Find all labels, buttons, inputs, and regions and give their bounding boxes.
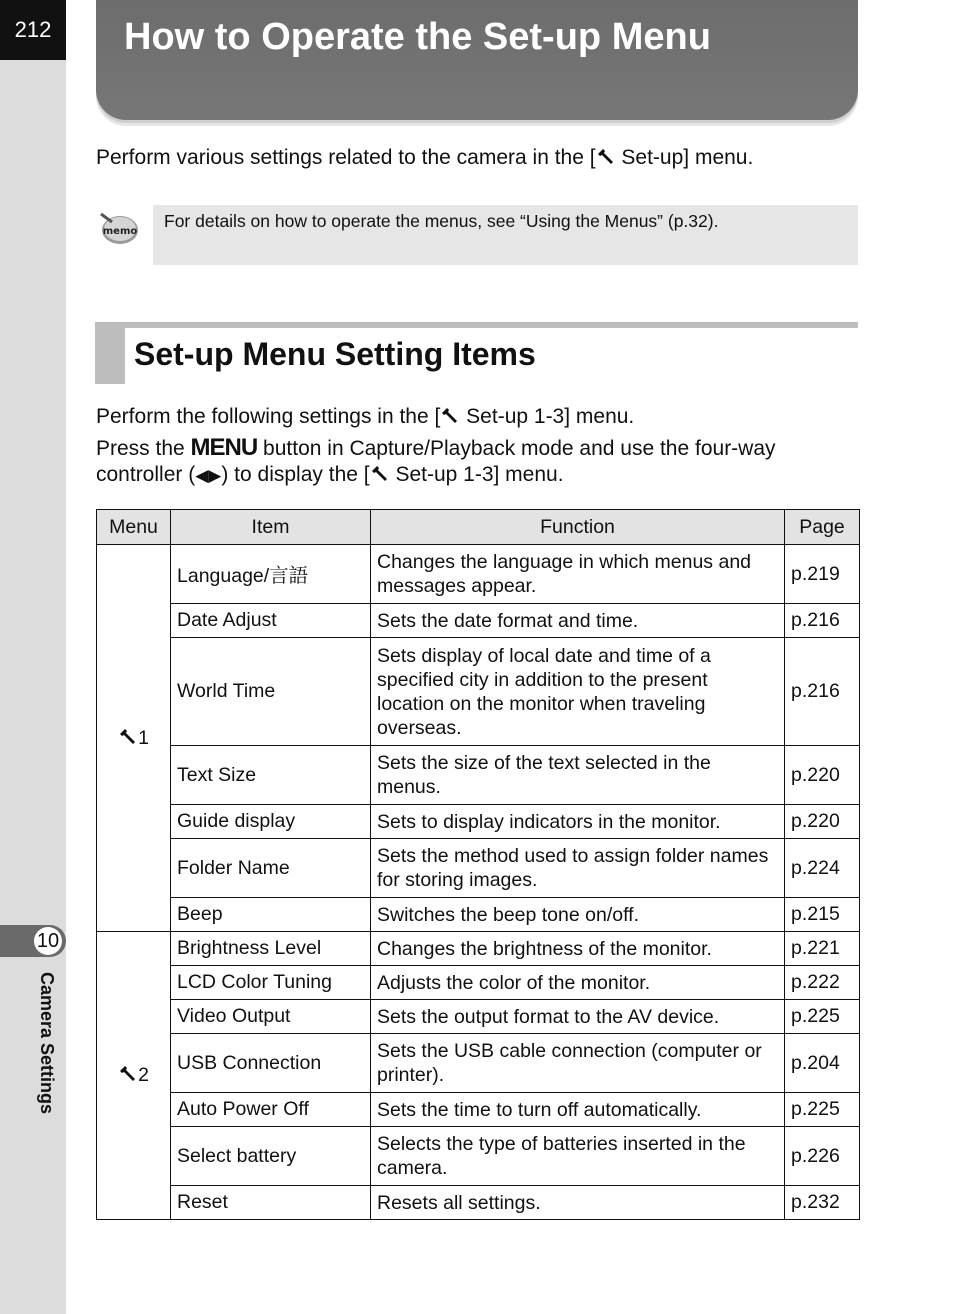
header-item: Item bbox=[171, 510, 371, 545]
page-cell: p.226 bbox=[785, 1127, 860, 1186]
table-row bbox=[97, 638, 860, 746]
wrench-icon bbox=[120, 729, 136, 745]
item-cell: Guide display bbox=[171, 805, 371, 839]
instruction-2-after: button in Capture/Playback mode and use the four-way bbox=[257, 437, 776, 460]
menu-group-cell bbox=[97, 932, 171, 1220]
page-cell: p.221 bbox=[785, 932, 860, 966]
memo-text: For details on how to operate the menus, see “Using the Menus” (p.32). bbox=[164, 211, 719, 231]
intro-paragraph bbox=[96, 146, 753, 170]
instruction-3-end: Set-up 1-3] menu. bbox=[389, 463, 564, 486]
page-number: 212 bbox=[0, 0, 66, 60]
menu-group-cell bbox=[97, 545, 171, 932]
page-title: How to Operate the Set-up Menu bbox=[124, 16, 711, 58]
header-function: Function bbox=[371, 510, 785, 545]
item-cell: Video Output bbox=[171, 1000, 371, 1034]
function-cell: Switches the beep tone on/off. bbox=[371, 898, 785, 932]
header-page: Page bbox=[785, 510, 860, 545]
page-cell: p.220 bbox=[785, 746, 860, 805]
instruction-1-after: Set-up 1-3] menu. bbox=[460, 405, 635, 428]
function-cell: Selects the type of batteries inserted in the camera. bbox=[371, 1127, 785, 1186]
function-cell: Changes the brightness of the monitor. bbox=[371, 932, 785, 966]
table-row bbox=[97, 839, 860, 898]
setup-items-table bbox=[96, 509, 860, 1220]
instruction-line-3 bbox=[96, 463, 564, 487]
wrench-icon bbox=[120, 1066, 136, 1082]
function-cell: Sets the output format to the AV device. bbox=[371, 1000, 785, 1034]
item-cell: USB Connection bbox=[171, 1034, 371, 1093]
page-cell: p.225 bbox=[785, 1093, 860, 1127]
side-strip bbox=[0, 0, 66, 1314]
item-cell: Auto Power Off bbox=[171, 1093, 371, 1127]
instruction-3-after: ) to display the [ bbox=[221, 463, 370, 486]
item-cell: Text Size bbox=[171, 746, 371, 805]
section-marker bbox=[95, 322, 125, 384]
four-way-arrows-icon: ◀▶ bbox=[195, 466, 222, 486]
page-cell: p.216 bbox=[785, 638, 860, 746]
function-cell: Resets all settings. bbox=[371, 1186, 785, 1220]
function-cell: Sets the USB cable connection (computer or printer). bbox=[371, 1034, 785, 1093]
function-cell: Sets the date format and time. bbox=[371, 604, 785, 638]
menu-button-label: MENU bbox=[190, 434, 258, 461]
intro-text-after: Set-up] menu. bbox=[615, 146, 754, 169]
page-cell: p.204 bbox=[785, 1034, 860, 1093]
table-row bbox=[97, 932, 860, 966]
wrench-icon bbox=[598, 149, 614, 165]
table-row bbox=[97, 746, 860, 805]
function-cell: Sets display of local date and time of a specified city in addition to the present location on the monitor when traveling overseas. bbox=[371, 638, 785, 746]
page-cell: p.219 bbox=[785, 545, 860, 604]
memo-icon bbox=[98, 208, 140, 248]
section-bar bbox=[95, 322, 858, 328]
menu-group-number: 1 bbox=[138, 726, 149, 749]
item-cell: World Time bbox=[171, 638, 371, 746]
item-cell: Date Adjust bbox=[171, 604, 371, 638]
table-row bbox=[97, 1093, 860, 1127]
page-cell: p.232 bbox=[785, 1186, 860, 1220]
page-cell: p.222 bbox=[785, 966, 860, 1000]
item-cell: Brightness Level bbox=[171, 932, 371, 966]
menu-group-number: 2 bbox=[138, 1064, 149, 1086]
table-row bbox=[97, 604, 860, 638]
function-cell: Sets the time to turn off automatically. bbox=[371, 1093, 785, 1127]
instruction-3-before: controller ( bbox=[96, 463, 196, 486]
table-row bbox=[97, 545, 860, 604]
page-cell: p.216 bbox=[785, 604, 860, 638]
function-cell: Sets the size of the text selected in the menus. bbox=[371, 746, 785, 805]
page-cell: p.220 bbox=[785, 805, 860, 839]
table-row bbox=[97, 1000, 860, 1034]
item-cell: Folder Name bbox=[171, 839, 371, 898]
instruction-2-before: Press the bbox=[96, 437, 191, 460]
item-cell: Reset bbox=[171, 1186, 371, 1220]
item-cell: Language/言語 bbox=[171, 545, 371, 604]
item-cell: Beep bbox=[171, 898, 371, 932]
instruction-1-before: Perform the following settings in the [ bbox=[96, 405, 441, 428]
function-cell: Sets to display indicators in the monitor. bbox=[371, 805, 785, 839]
chapter-number: 10 bbox=[34, 927, 62, 955]
item-cell: LCD Color Tuning bbox=[171, 966, 371, 1000]
page-cell: p.224 bbox=[785, 839, 860, 898]
table-row bbox=[97, 1127, 860, 1186]
table-row bbox=[97, 966, 860, 1000]
item-cell: Select battery bbox=[171, 1127, 371, 1186]
table-row bbox=[97, 898, 860, 932]
instruction-line-2 bbox=[96, 434, 776, 462]
chapter-label: Camera Settings bbox=[37, 972, 57, 1115]
table-row bbox=[97, 1186, 860, 1220]
section-title: Set-up Menu Setting Items bbox=[134, 336, 536, 372]
wrench-icon bbox=[372, 466, 388, 482]
wrench-icon bbox=[442, 408, 458, 424]
intro-text-before: Perform various settings related to the camera in the [ bbox=[96, 146, 596, 169]
page-cell: p.225 bbox=[785, 1000, 860, 1034]
table-row bbox=[97, 1034, 860, 1093]
function-cell: Changes the language in which menus and messages appear. bbox=[371, 545, 785, 604]
function-cell: Sets the method used to assign folder names for storing images. bbox=[371, 839, 785, 898]
function-cell: Adjusts the color of the monitor. bbox=[371, 966, 785, 1000]
page-cell: p.215 bbox=[785, 898, 860, 932]
instruction-line-1 bbox=[96, 405, 634, 429]
table-header-row bbox=[97, 510, 860, 545]
svg-text:memo: memo bbox=[102, 226, 138, 237]
table-row bbox=[97, 805, 860, 839]
header-menu: Menu bbox=[97, 510, 171, 545]
